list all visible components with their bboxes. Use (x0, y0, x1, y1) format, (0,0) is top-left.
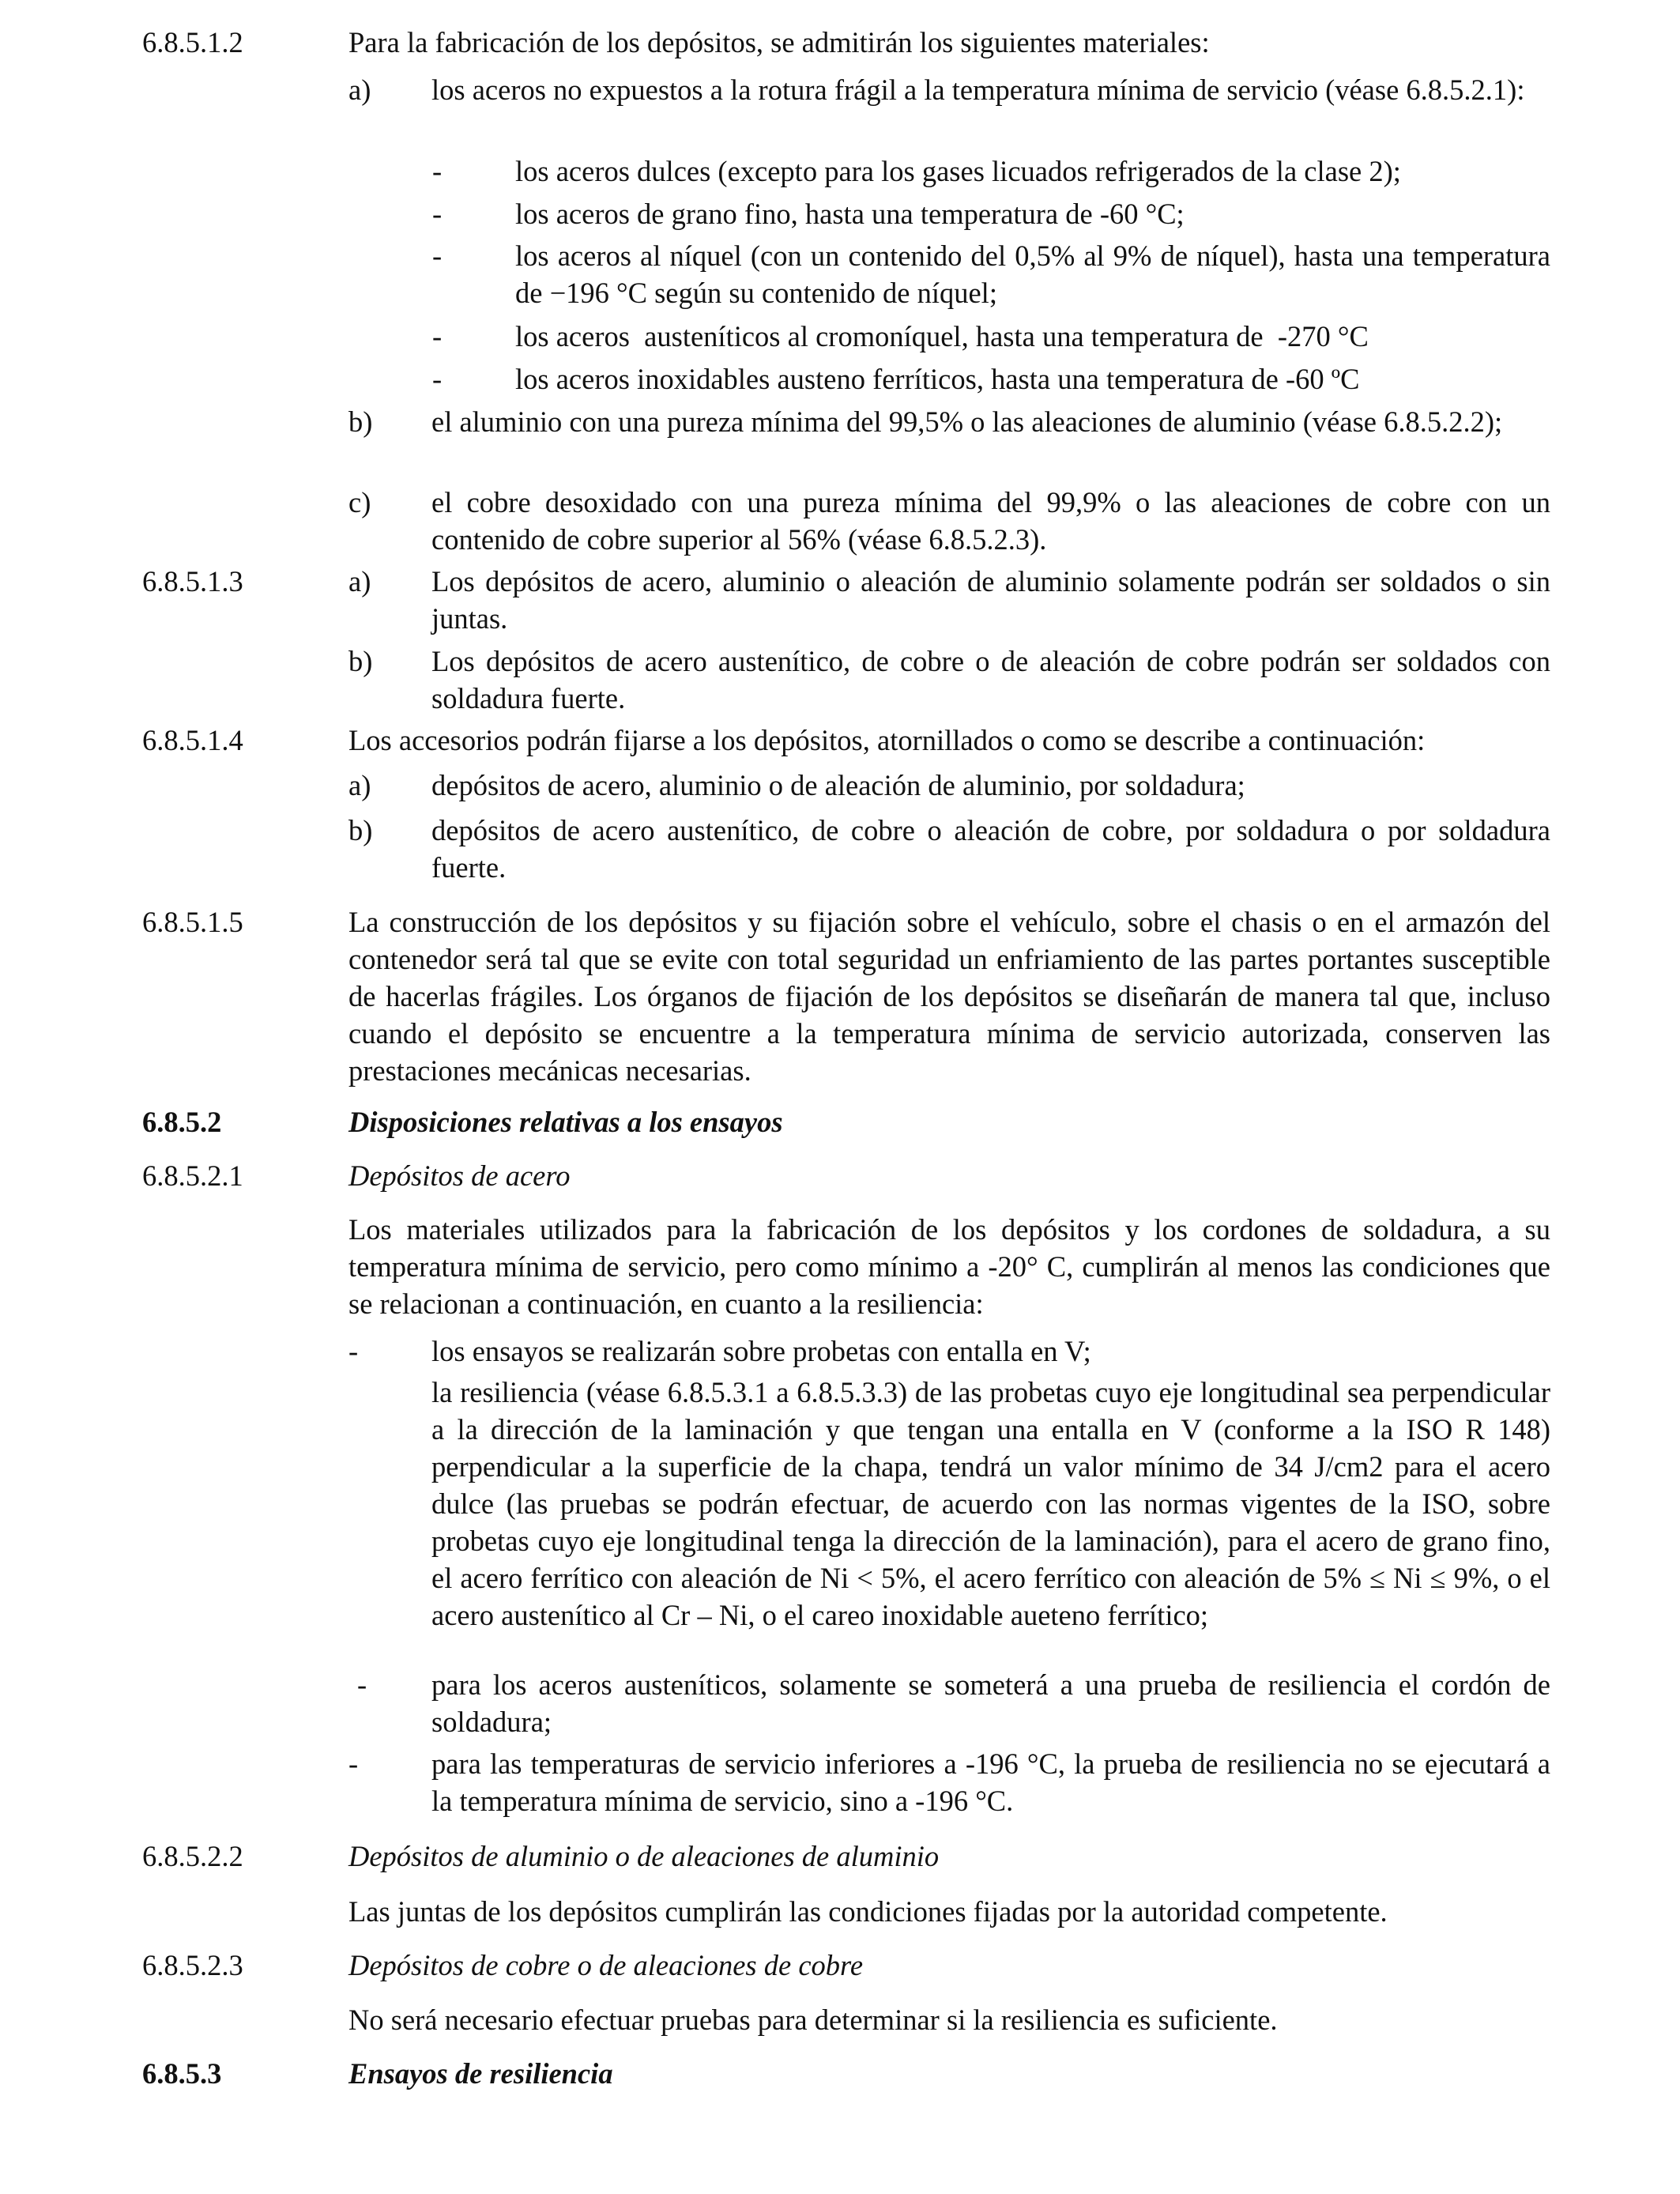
list-marker: b) (348, 814, 373, 846)
list-item-text: Los depósitos de acero austenítico, de cobre o de aleación de cobre podrán ser soldados con soldadura fuerte. (431, 645, 1550, 714)
section-intro: Para la fabricación de los depósitos, se admitirán los siguientes materiales: (348, 26, 1210, 58)
section-heading: Depósitos de aluminio o de aleaciones de aluminio (348, 1840, 940, 1872)
dash-marker: - (432, 239, 443, 272)
list-marker: a) (348, 565, 371, 598)
list-item-text: Los depósitos de acero, aluminio o aleación de aluminio solamente podrán ser soldados o sin juntas. (431, 565, 1550, 635)
dash-marker: - (348, 1747, 359, 1780)
section-paragraph: Las juntas de los depósitos cumplirán las condiciones fijadas por la autoridad competente. (348, 1895, 1388, 1928)
list-item-text: los aceros no expuestos a la rotura frágil a la temperatura mínima de servicio (véase 6.8.5.2.1): (431, 74, 1525, 106)
list-marker: a) (348, 74, 371, 106)
section-number: 6.8.5.2.3 (142, 1949, 243, 1981)
sub-list-item: los aceros de grano fino, hasta una temperatura de -60 °C; (515, 198, 1185, 230)
dash-marker: - (432, 363, 443, 395)
section-number: 6.8.5.2.2 (142, 1840, 243, 1872)
list-marker: c) (348, 486, 371, 518)
list-marker: a) (348, 769, 371, 801)
section-number: 6.8.5.1.4 (142, 724, 243, 756)
dash-marker: - (432, 198, 443, 230)
list-item-text: los ensayos se realizarán sobre probetas con entalla en V; (431, 1335, 1091, 1367)
list-item-text: depósitos de acero, aluminio o de aleación de aluminio, por soldadura; (431, 769, 1245, 801)
section-number: 6.8.5.3 (142, 2057, 222, 2090)
section-intro: Los accesorios podrán fijarse a los depósitos, atornillados o como se describe a continuación: (348, 724, 1426, 756)
list-item-text: para los aceros austeníticos, solamente se someterá a una prueba de resiliencia el cordón de soldadura; (431, 1668, 1550, 1738)
sub-list-item: los aceros austeníticos al cromoníquel, hasta una temperatura de -270 °C (515, 320, 1369, 352)
section-heading: Depósitos de acero (348, 1159, 571, 1192)
dash-marker: - (432, 320, 443, 352)
section-paragraph: No será necesario efectuar pruebas para determinar si la resiliencia es suficiente. (348, 2004, 1278, 2036)
list-item-text: depósitos de acero austenítico, de cobre o aleación de cobre, por soldadura o por soldadura fuerte. (431, 814, 1550, 884)
sub-list-item: los aceros al níquel (con un contenido del 0,5% al 9% de níquel), hasta una temperatura de −196 °C según su contenido de níquel; (515, 239, 1550, 309)
list-item-text: para las temperaturas de servicio inferiores a -196 °C, la prueba de resiliencia no se ejecutará a la temperatura mínima de servicio, sino a -196 °C. (431, 1747, 1550, 1817)
section-number: 6.8.5.1.3 (142, 565, 243, 598)
list-item-text: el aluminio con una pureza mínima del 99,5% o las aleaciones de aluminio (véase 6.8.5.2.2); (431, 405, 1503, 438)
section-number: 6.8.5.2.1 (142, 1159, 243, 1192)
section-paragraph: La construcción de los depósitos y su fijación sobre el vehículo, sobre el chasis o en el armazón del contenedor será tal que se evite con total seguridad un enfriamiento de las partes portantes susceptible de hacerlas frágiles. Los órganos de fijación de los depósitos se diseñarán de manera tal que, incluso cuando el depósito se encuentre a la temperatura mínima de servicio autorizada, conserven las prestaciones mecánicas necesarias. (348, 906, 1550, 1087)
dash-marker: - (348, 1335, 359, 1367)
section-heading: Depósitos de cobre o de aleaciones de cobre (348, 1949, 864, 1981)
list-item-continuation: la resiliencia (véase 6.8.5.3.1 a 6.8.5.3.3) de las probetas cuyo eje longitudinal sea perpendicular a la dirección de la laminación y que tengan una entalla en V (conforme a la ISO R 148) perpendicular a la superficie de la chapa, tendrá un valor mínimo de 34 J/cm2 para el acero dulce (las pruebas se podrán efectuar, de acuerdo con las normas vigentes de la ISO, sobre probetas cuyo eje longitudinal tenga la dirección de la laminación), para el acero de grano fino, el acero ferrítico con aleación de Ni < 5%, el acero ferrítico con aleación de 5% ≤ Ni ≤ 9%, o el acero austenítico al Cr – Ni, o el careo inoxidable aueteno ferrítico; (431, 1376, 1550, 1631)
section-number: 6.8.5.1.2 (142, 26, 243, 58)
dash-marker: - (357, 1668, 367, 1701)
section-number: 6.8.5.1.5 (142, 906, 243, 938)
sub-list-item: los aceros inoxidables austeno ferríticos, hasta una temperatura de -60 ºC (515, 363, 1360, 395)
sub-list-item: los aceros dulces (excepto para los gases licuados refrigerados de la clase 2); (515, 155, 1401, 187)
section-number: 6.8.5.2 (142, 1106, 222, 1138)
list-item-text: el cobre desoxidado con una pureza mínima del 99,9% o las aleaciones de cobre con un contenido de cobre superior al 56% (véase 6.8.5.2.3). (431, 486, 1550, 556)
section-heading: Disposiciones relativas a los ensayos (348, 1106, 783, 1138)
list-marker: b) (348, 645, 373, 677)
dash-marker: - (432, 155, 443, 187)
section-paragraph: Los materiales utilizados para la fabricación de los depósitos y los cordones de soldadura, a su temperatura mínima de servicio, pero como mínimo a -20° C, cumplirán al menos las condiciones que se relacionan a continuación, en cuanto a la resiliencia: (348, 1213, 1550, 1320)
section-heading: Ensayos de resiliencia (348, 2057, 613, 2090)
list-marker: b) (348, 405, 373, 438)
